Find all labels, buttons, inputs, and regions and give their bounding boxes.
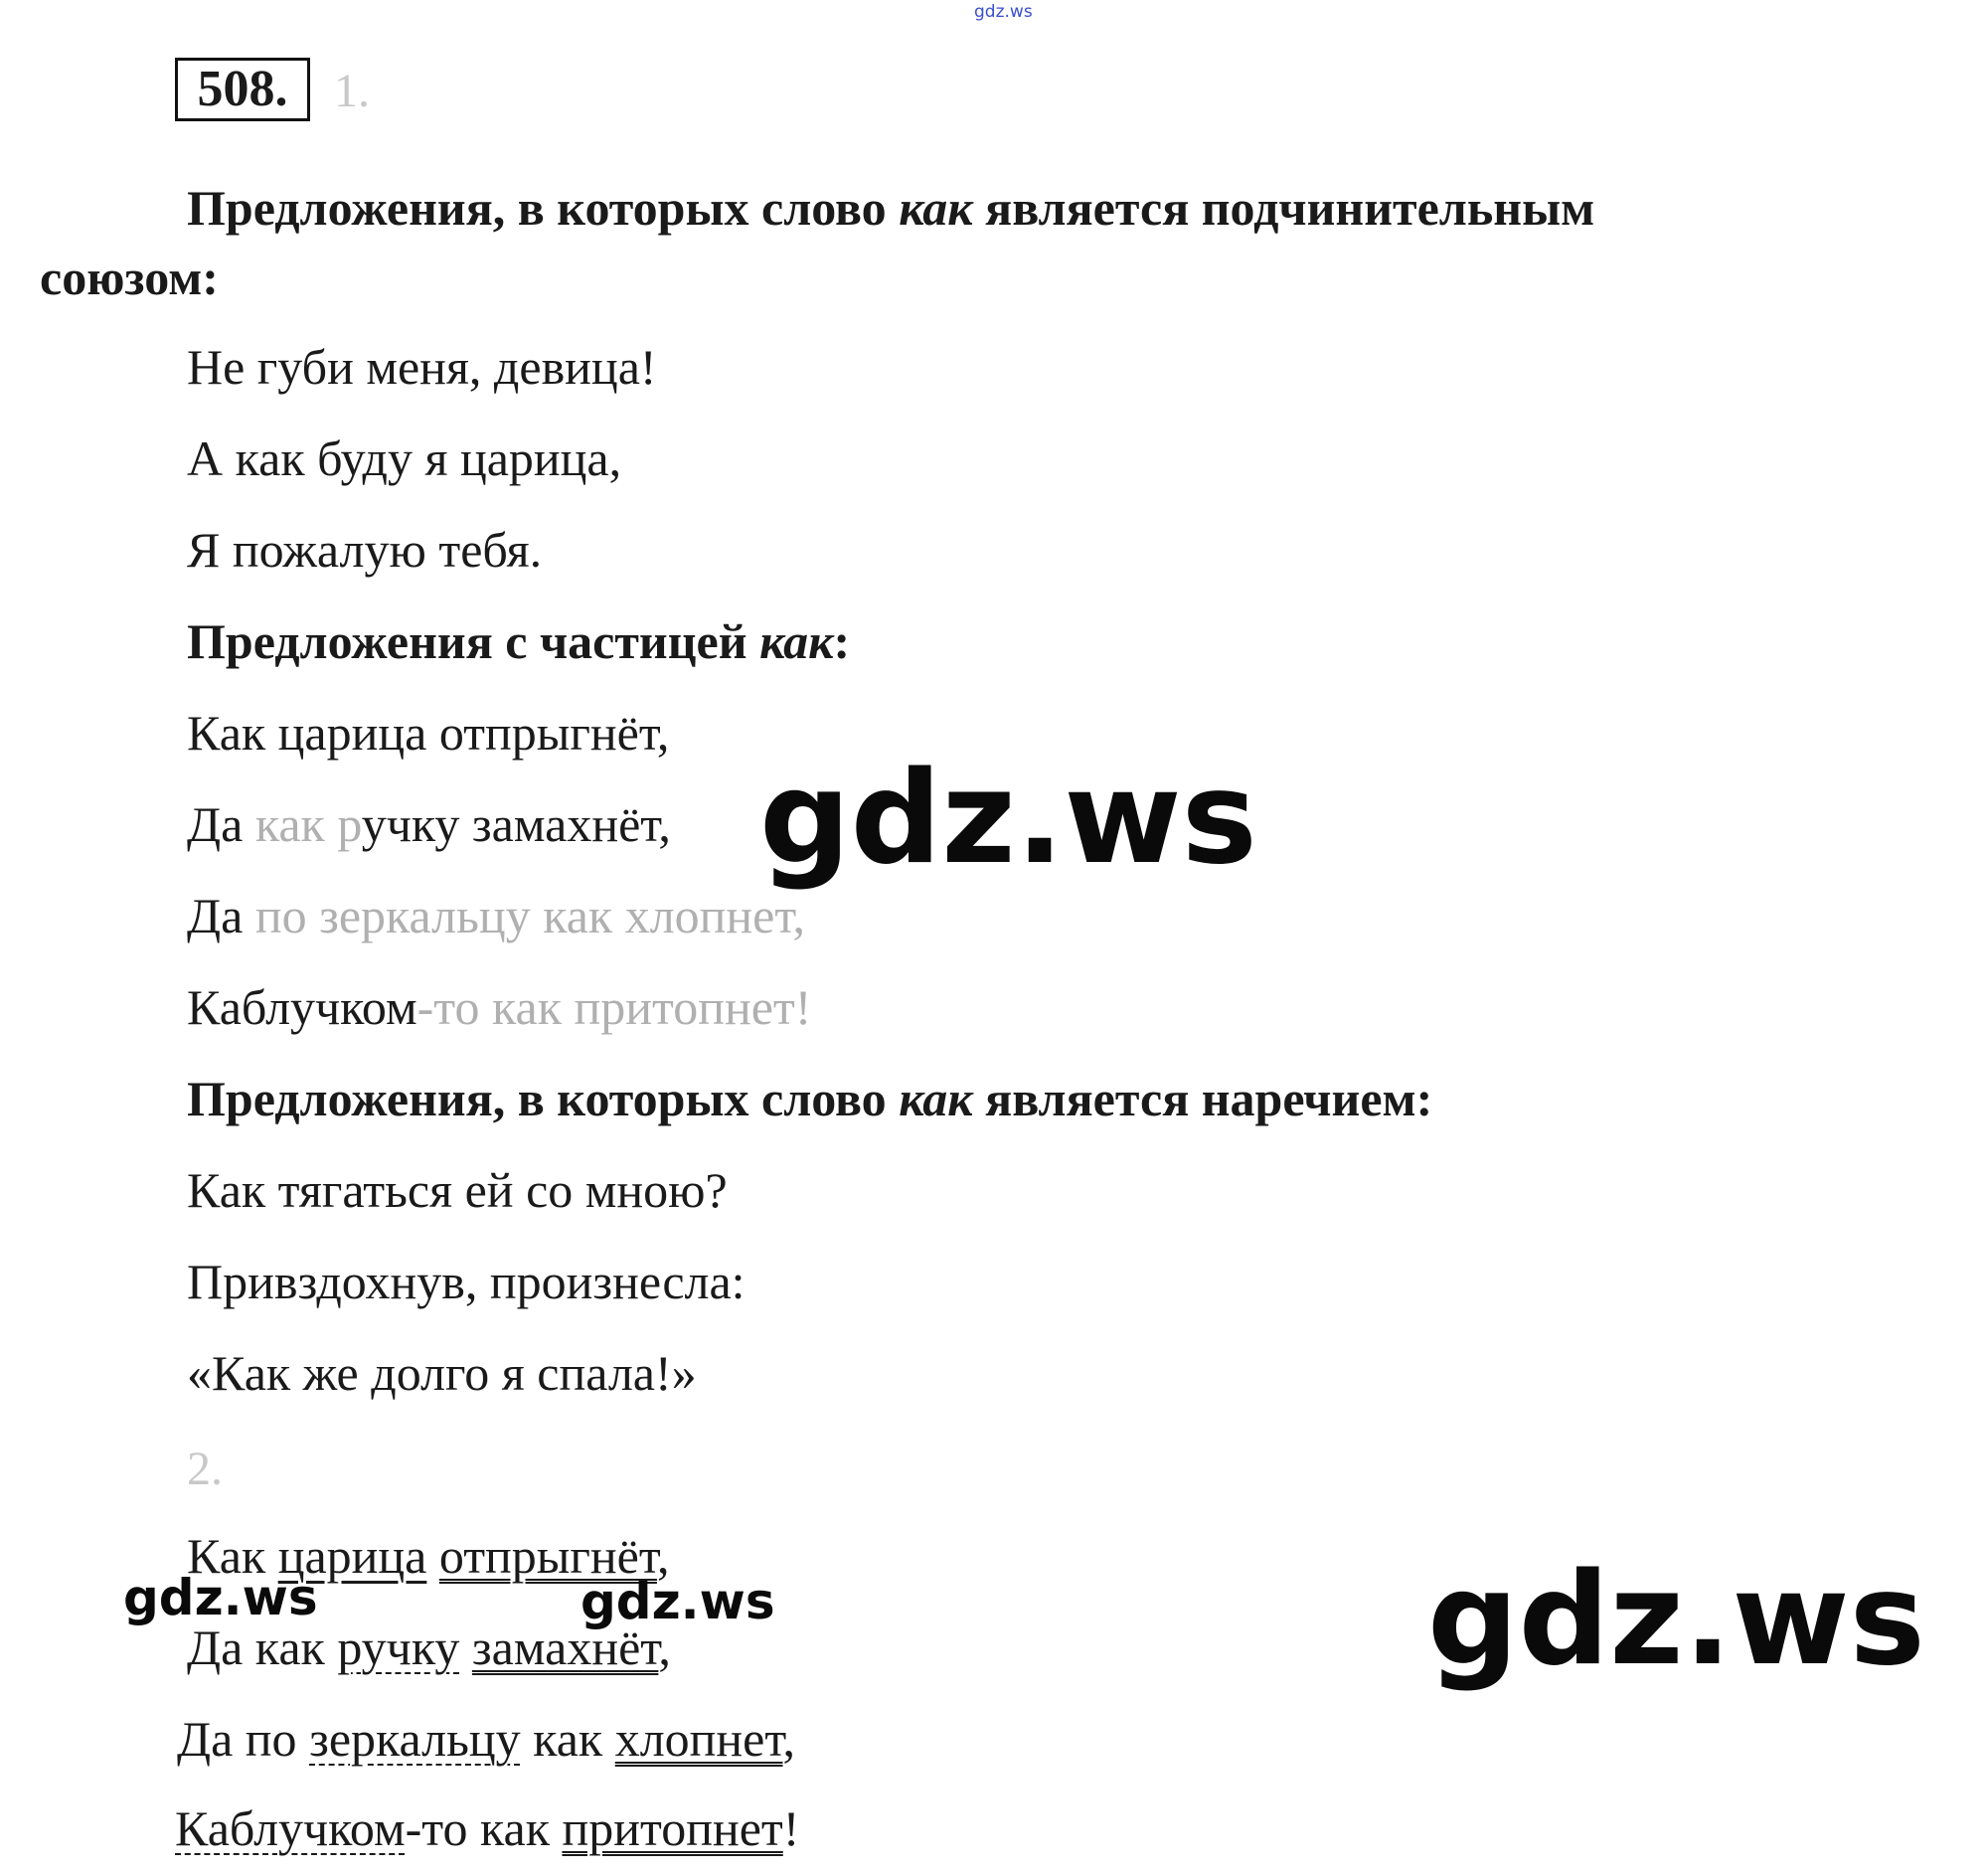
verse-faded-text: как р bbox=[243, 796, 362, 852]
analysis-word: Как bbox=[187, 1528, 278, 1584]
heading-text: является наречием: bbox=[972, 1071, 1433, 1126]
watermark-center: gdz.ws bbox=[759, 745, 1257, 893]
heading-text: Предложения, в которых слово bbox=[187, 180, 900, 236]
heading-subordinate-conjunction bbox=[187, 179, 1594, 237]
verse-word: учку замахнёт, bbox=[361, 796, 671, 852]
watermark-left: gdz.ws bbox=[123, 1569, 318, 1626]
analysis-word: Да по bbox=[177, 1711, 310, 1767]
predicate-word: хлопнет bbox=[614, 1711, 783, 1767]
analysis-punctuation: , bbox=[782, 1711, 795, 1767]
analysis-word: -то как bbox=[405, 1800, 563, 1856]
heading-text: является подчинительным bbox=[972, 180, 1595, 236]
heading-text: Предложения с частицей bbox=[187, 613, 760, 669]
top-watermark: gdz.ws bbox=[974, 2, 1033, 22]
part-2-label: 2. bbox=[187, 1443, 223, 1495]
analysis-space bbox=[459, 1619, 472, 1675]
heading-text: Предложения, в которых слово bbox=[187, 1071, 900, 1126]
predicate-word: притопнет bbox=[562, 1800, 783, 1856]
heading-text: : bbox=[833, 613, 851, 669]
heading-italic-word: как bbox=[899, 180, 973, 236]
verse-line: А как буду я царица, bbox=[187, 430, 622, 486]
verse-faded-text: по зеркальцу как хлопнет, bbox=[243, 888, 805, 943]
watermark-right: gdz.ws bbox=[1427, 1546, 1925, 1694]
analysis-word: как bbox=[520, 1711, 615, 1767]
verse-line bbox=[187, 887, 805, 944]
analysis-space bbox=[426, 1528, 439, 1584]
verse-line: «Как же долго я спала!» bbox=[187, 1345, 697, 1401]
object-word: зеркальцу bbox=[309, 1711, 521, 1767]
heading-particle bbox=[187, 612, 850, 670]
object-word: ручку bbox=[337, 1619, 460, 1675]
heading-adverb bbox=[187, 1070, 1432, 1127]
adverbial-word: Каблучком bbox=[175, 1800, 406, 1856]
verse-faded-text: -то как притопнет! bbox=[416, 979, 812, 1035]
verse-line: Как тягаться ей со мною? bbox=[187, 1162, 728, 1218]
exercise-number: 508. bbox=[175, 58, 310, 121]
verse-line: Не губи меня, девица! bbox=[187, 339, 657, 395]
heading-continuation: союзом: bbox=[40, 250, 219, 305]
watermark-mid: gdz.ws bbox=[580, 1573, 775, 1630]
analysis-punctuation: , bbox=[656, 1528, 670, 1584]
verse-line bbox=[187, 978, 811, 1036]
verse-line: Как царица отпрыгнёт, bbox=[187, 705, 670, 761]
analysis-line bbox=[175, 1799, 799, 1857]
heading-italic-word: как bbox=[759, 613, 834, 669]
analysis-punctuation: ! bbox=[782, 1800, 800, 1856]
verse-word: Да bbox=[187, 796, 244, 852]
subject-word: царица bbox=[277, 1528, 427, 1584]
predicate-word: отпрыгнёт bbox=[438, 1528, 657, 1584]
verse-line: Привздохнув, произнесла: bbox=[187, 1254, 746, 1309]
analysis-line bbox=[177, 1710, 795, 1768]
verse-word: Каблучком bbox=[187, 979, 417, 1035]
verse-line: Я пожалую тебя. bbox=[187, 522, 543, 578]
predicate-word: замахнёт bbox=[471, 1619, 659, 1675]
verse-line bbox=[187, 795, 671, 853]
heading-italic-word: как bbox=[899, 1071, 973, 1126]
analysis-word: Да как bbox=[187, 1619, 338, 1675]
verse-word: Да bbox=[187, 888, 244, 943]
analysis-punctuation: , bbox=[658, 1619, 671, 1675]
part-1-label: 1. bbox=[334, 65, 370, 117]
